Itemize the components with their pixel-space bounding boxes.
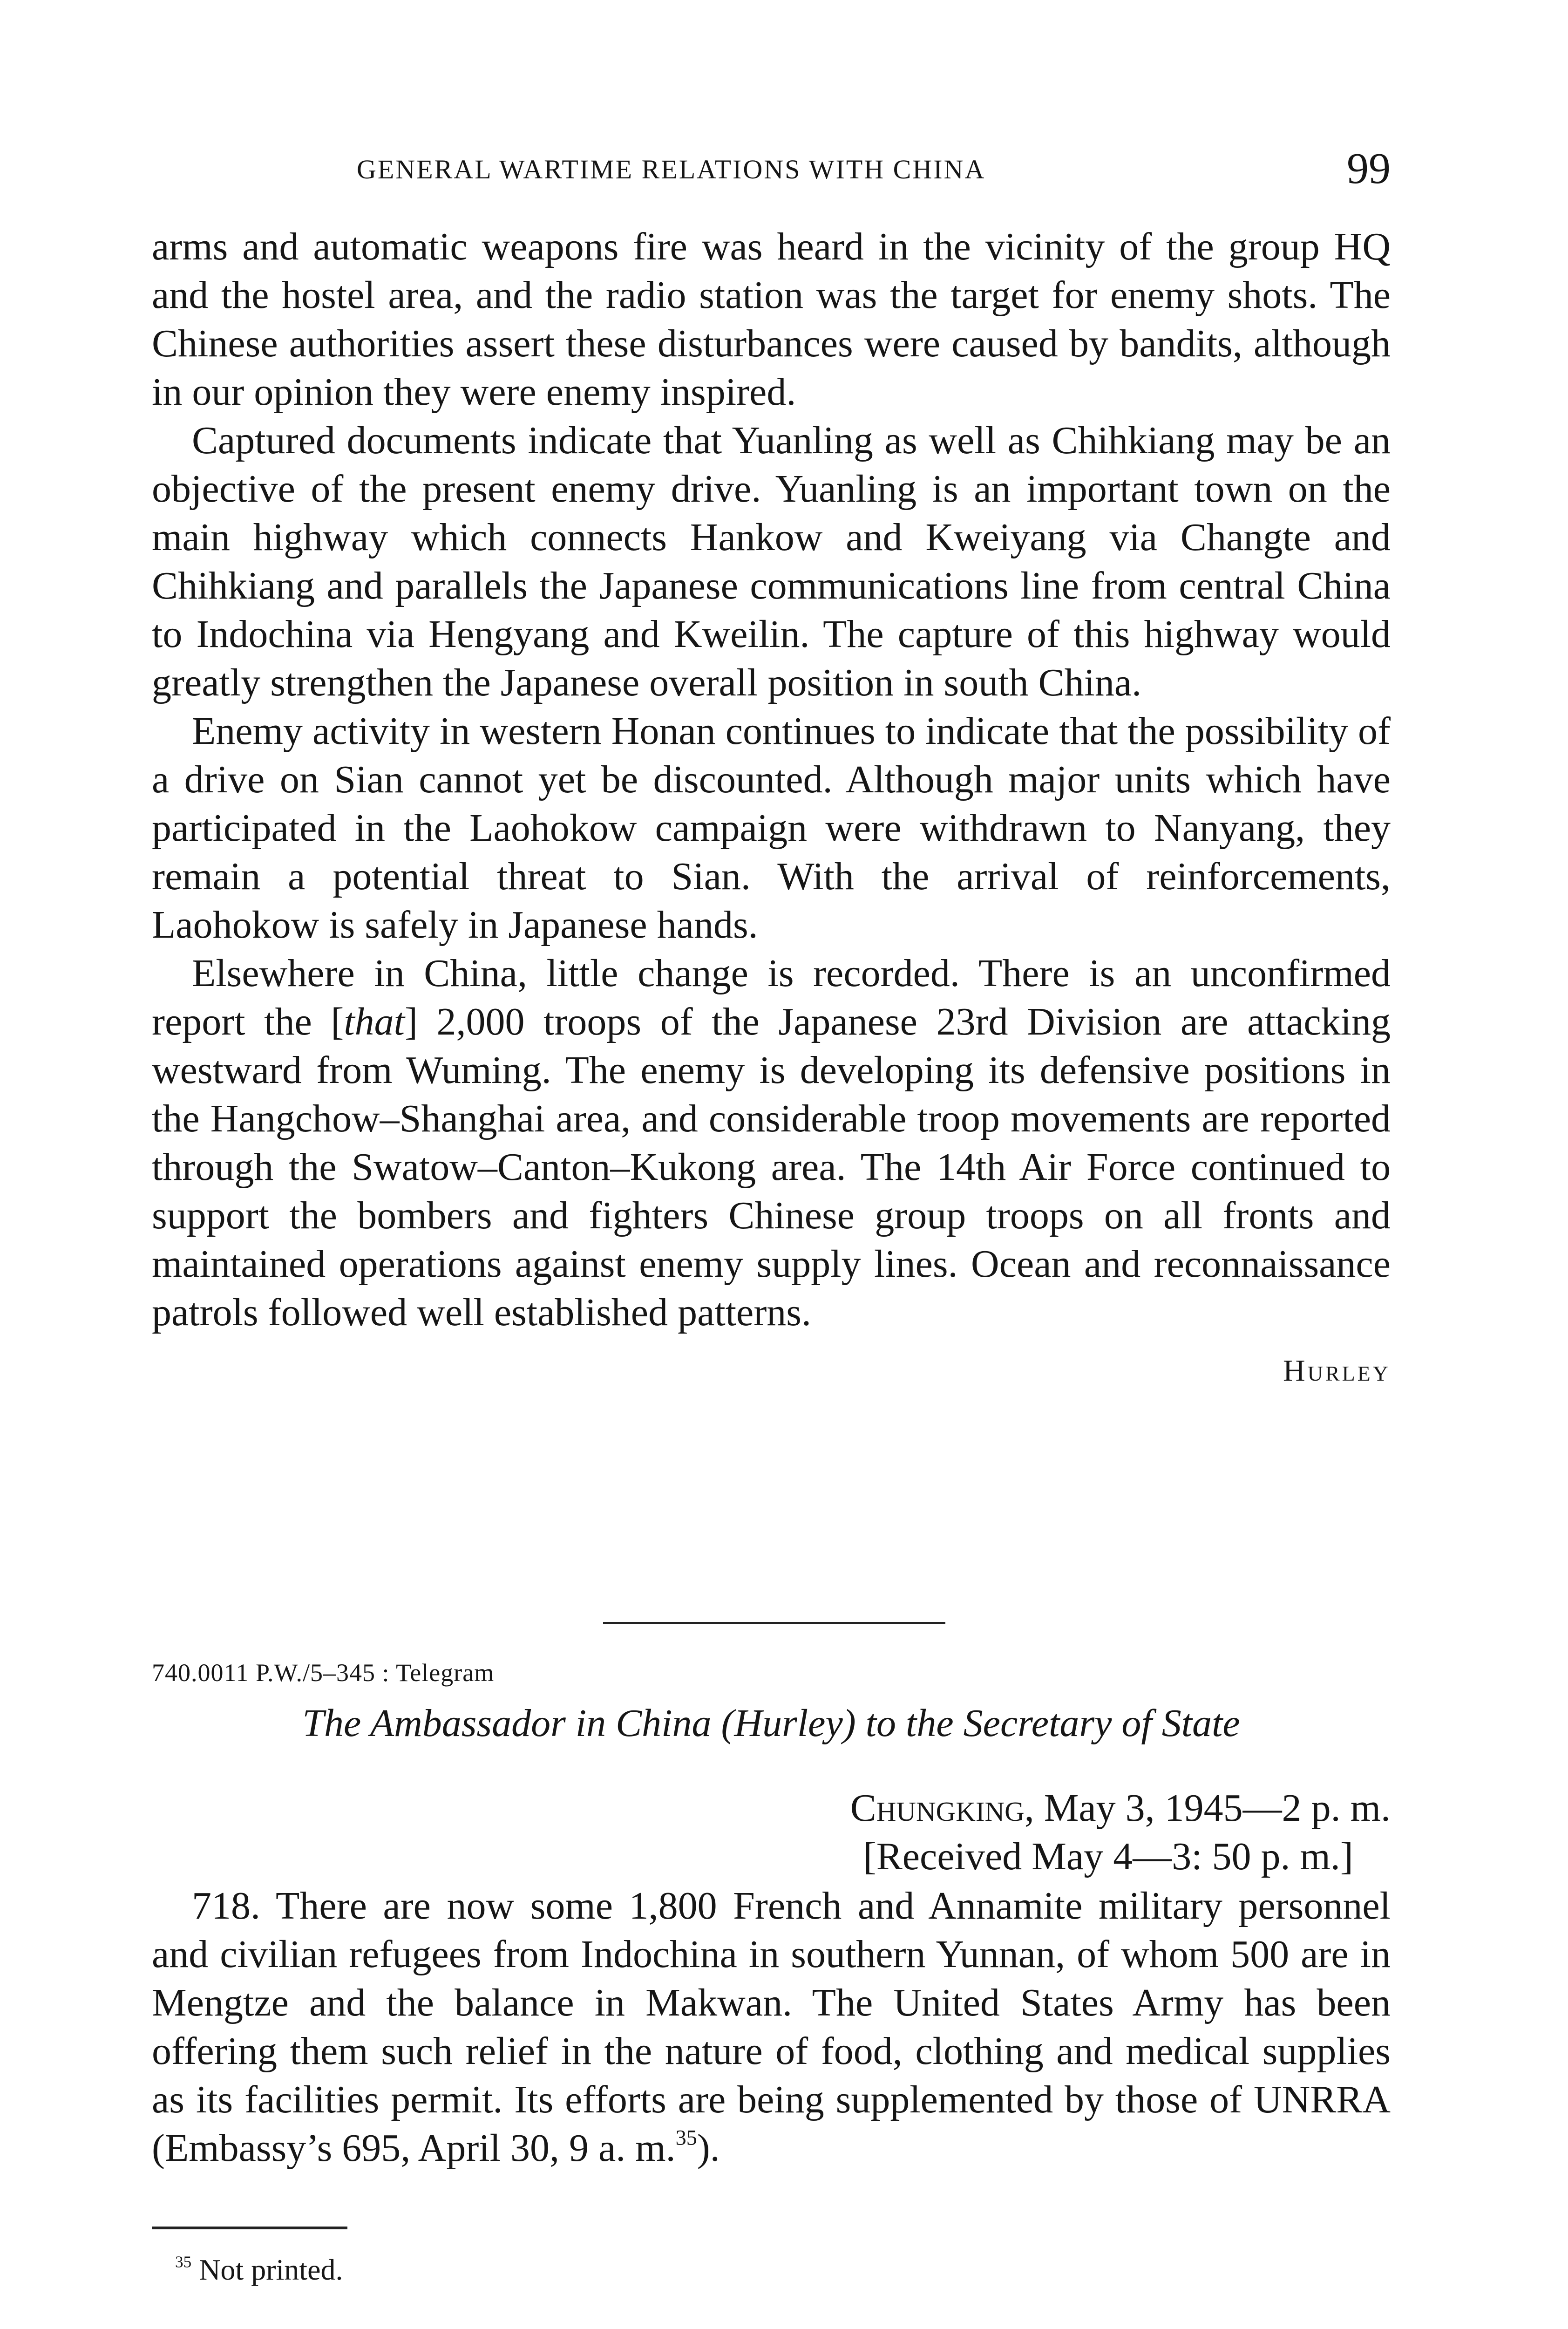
- dateline: [850, 1784, 1391, 1881]
- document-title: The Ambassador in China (Hurley) to the Secretary of State: [302, 1702, 1240, 1745]
- footnote: [175, 2253, 343, 2287]
- telegram-paragraph: [152, 1882, 1391, 2172]
- paragraph-continued: arms and automatic weapons fire was heard in the vicinity of the group HQ and the hostel area, and the radio station was the target for enemy shots. The Chinese authorities assert these disturbances were caused by bandits, although in our opinion they were enemy inspired.: [152, 225, 1391, 414]
- footnote-reference: 35: [675, 2125, 697, 2150]
- paragraph-elsewhere-part-2: ] 2,000 troops of the Japanese 23rd Division are attacking westward from Wuming. The enemy is developing its defensive positions in the Hangchow–Shanghai area, and considerable troop movements are reported through the Swatow–Canton–Kukong area. The 14th Air Force continued to support the bombers and fighters Chinese group troops on all fronts and maintained operations against enemy supply lines. Ocean and reconnaissance patrols followed well established patterns.: [152, 1000, 1391, 1334]
- telegram-text: 718. There are now some 1,800 French and Annamite military personnel and civilian refugees from Indochina in southern Yunnan, of whom 500 are in Mengtze and the balance in Makwan. The United States Army has been offering them such relief in the nature of food, clothing and medical supplies as its facilities permit. Its efforts are being supplemented by those of UNRRA (Embassy’s 695, April 30, 9 a. m.: [152, 1884, 1391, 2170]
- running-head: [152, 144, 1391, 199]
- signature: Hurley: [1283, 1354, 1391, 1388]
- file-number: 740.0011 P.W./5–345 : Telegram: [152, 1659, 495, 1687]
- paragraph-yuanling: Captured documents indicate that Yuanling as well as Chihkiang may be an objective of the present enemy drive. Yuanling is an important town on the main highway which connects Hankow and Kweiyang via Changte and Chihkiang and parallels the Japanese communications line from central China to Indochina via Hengyang and Kweilin. The capture of this highway would greatly strengthen the Japanese overall position in south China.: [152, 419, 1391, 704]
- page-number: 99: [1347, 144, 1391, 193]
- section-divider: [603, 1622, 945, 1624]
- sent-line: [850, 1784, 1391, 1832]
- paragraph-elsewhere: [152, 949, 1391, 1337]
- report-body: [152, 223, 1391, 1392]
- running-title: GENERAL WARTIME RELATIONS WITH CHINA: [357, 154, 986, 184]
- paragraph-honan: Enemy activity in western Honan continues to indicate that the possibility of a drive on Sian cannot yet be discounted. Although major units which have participated in the Laohokow campaign were withdrawn to Nanyang, they remain a potential threat to Sian. With the arrival of reinforcements, Laohokow is safely in Japanese hands.: [152, 709, 1391, 947]
- dateline-date: , May 3, 1945—2 p. m.: [1024, 1786, 1391, 1830]
- footnote-text: Not printed.: [191, 2253, 343, 2286]
- telegram-text-end: ).: [697, 2126, 720, 2170]
- dateline-place: Chungking: [850, 1786, 1025, 1830]
- received-line: [Received May 4—3: 50 p. m.]: [863, 1835, 1353, 1878]
- footnote-number: 35: [175, 2253, 192, 2271]
- telegram-body: [152, 1882, 1391, 2172]
- editorial-insertion: that: [344, 1000, 405, 1043]
- footnote-rule: [152, 2227, 347, 2229]
- paragraph-elsewhere-part-1: Elsewhere in China, little change is recorded. There is an unconfirmed report the [: [152, 952, 1391, 1043]
